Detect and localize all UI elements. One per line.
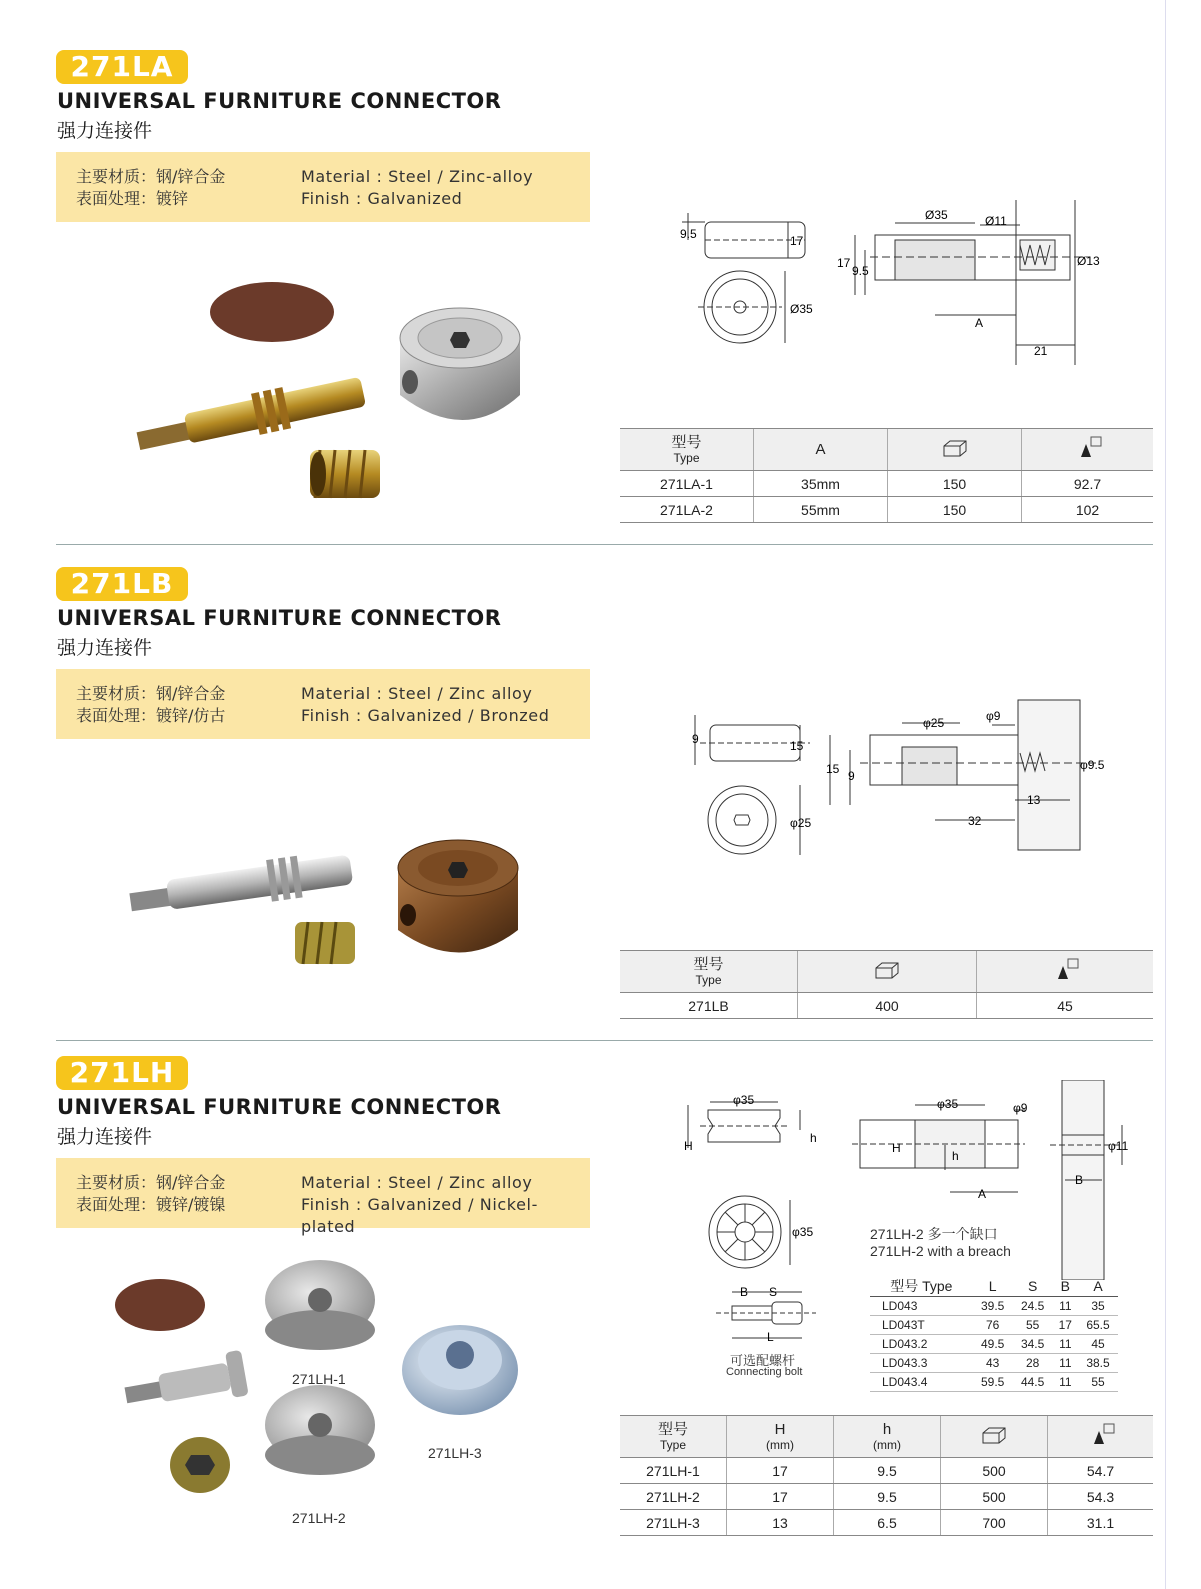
product-label: 271LH-3 (428, 1445, 482, 1461)
type-header-cn: 型号 (657, 1420, 688, 1438)
section-badge-271lh: 271LH (56, 1056, 188, 1090)
breach-note-cn: 271LH-2 多一个缺口 (870, 1226, 998, 1242)
spec-table-271la (620, 428, 1153, 523)
type-header-en: Type (659, 1437, 686, 1452)
insert-nut (310, 450, 380, 498)
dim-label: Ø35 (790, 302, 813, 316)
bolt (134, 371, 368, 460)
dim-label: 15 (826, 762, 840, 776)
type-header-cn: 型号 (693, 955, 724, 973)
material-en: Material : Steel / Zinc alloy (301, 1173, 533, 1192)
dim-label: φ11 (1108, 1139, 1129, 1153)
spec-table-271lh (620, 1415, 1153, 1536)
section-title-cn: 强力连接件 (57, 120, 153, 142)
dim-label: φ9 (1013, 1101, 1028, 1115)
cam-housing-271lh-2 (265, 1385, 375, 1475)
dim-label: φ35 (792, 1225, 814, 1239)
table-row: 271LA-2 55mm 150 102 (620, 497, 1153, 523)
connecting-bolt-diagram (712, 1282, 822, 1342)
bolt-size-table (870, 1276, 1118, 1392)
page-edge (1165, 0, 1166, 1589)
dim-label: 17 (790, 234, 804, 248)
dim-label: φ35 (733, 1093, 755, 1107)
dim-label: L (767, 1330, 774, 1342)
product-label: 271LH-2 (292, 1510, 346, 1526)
h-small-header: h (882, 1420, 892, 1438)
product-photo-271lb (120, 830, 540, 980)
spec-box (56, 1158, 590, 1236)
cam-housing-271lh-3 (402, 1325, 518, 1415)
dim-label: φ9 (986, 709, 1001, 723)
ld-header: B (1053, 1276, 1078, 1297)
cover-cap (115, 1279, 205, 1331)
product-label: 271LH-1 (292, 1371, 346, 1387)
cam-housing (398, 840, 518, 953)
ld-header: A (1078, 1276, 1118, 1297)
weight-icon (1086, 1422, 1116, 1448)
table-row: LD043.4 59.5 44.5 11 55 (870, 1373, 1118, 1392)
table-row: 271LB 400 45 (620, 993, 1153, 1019)
dim-label: A (975, 316, 984, 330)
bolt-label-cn: 可选配螺杆 (730, 1353, 796, 1368)
dim-label: Ø11 (985, 214, 1007, 228)
dim-label: 21 (1034, 344, 1048, 358)
dim-label: h (952, 1149, 959, 1163)
dim-label: φ9.5 (1080, 758, 1105, 772)
insert-nut (170, 1437, 230, 1493)
dim-label: H (892, 1141, 901, 1155)
h-header: H (774, 1420, 786, 1438)
bolt-label-en: Connecting bolt (726, 1366, 803, 1378)
dim-label: 32 (968, 814, 982, 828)
dim-label: B (1075, 1173, 1084, 1187)
finish-en: Finish : Galvanized / Nickel-plated (301, 1195, 538, 1236)
dim-label: A (978, 1187, 987, 1201)
type-header-en: Type (695, 972, 722, 987)
cover-cap (210, 282, 334, 342)
ld-header: S (1013, 1276, 1053, 1297)
type-header-cn: 型号 (671, 433, 702, 451)
dim-label: φ35 (937, 1097, 959, 1111)
section-title-en: UNIVERSAL FURNITURE CONNECTOR (57, 1095, 502, 1119)
dim-label: 9 (692, 732, 699, 746)
box-icon (979, 1425, 1009, 1445)
type-header-en: Type (673, 450, 700, 465)
section-title-cn: 强力连接件 (57, 1126, 153, 1148)
dim-label: Ø13 (1077, 254, 1100, 268)
cam-housing (400, 308, 520, 420)
section-title-cn: 强力连接件 (57, 637, 153, 659)
dim-label: B (740, 1285, 749, 1299)
weight-icon (1050, 957, 1080, 983)
product-photo-271la (110, 270, 570, 510)
dim-label: 9.5 (852, 264, 869, 278)
dim-label: S (769, 1285, 778, 1299)
table-row: 271LH-3 13 6.5 700 31.1 (620, 1510, 1153, 1536)
spec-box (56, 152, 590, 222)
dim-label: φ25 (923, 716, 945, 730)
diagram-271la (670, 195, 1110, 365)
box-icon (940, 438, 970, 458)
finish-en: Finish : Galvanized / Bronzed (301, 706, 550, 725)
table-row: 271LA-1 35mm 150 92.7 (620, 471, 1153, 497)
table-row: LD043T 76 55 17 65.5 (870, 1316, 1118, 1335)
a-header: A (815, 441, 826, 458)
ld-header: 型号 Type (870, 1276, 973, 1297)
table-row: 271LH-1 17 9.5 500 54.7 (620, 1458, 1153, 1484)
box-icon (872, 960, 902, 980)
finish-cn: 表面处理：镀锌/镀镍 (76, 1195, 226, 1214)
weight-icon (1073, 435, 1103, 461)
diagram-271lb (670, 695, 1120, 865)
table-row: LD043.2 49.5 34.5 11 45 (870, 1335, 1118, 1354)
material-cn: 主要材质：钢/锌合金 (76, 684, 226, 703)
dim-label: 15 (790, 739, 804, 753)
material-en: Material : Steel / Zinc alloy (301, 684, 533, 703)
dim-label: Ø35 (925, 208, 948, 222)
bolt (122, 1350, 249, 1416)
section-divider (56, 544, 1153, 545)
finish-en: Finish : Galvanized (301, 189, 463, 208)
material-cn: 主要材质：钢/锌合金 (76, 167, 226, 186)
section-badge-271lb: 271LB (56, 567, 188, 601)
finish-cn: 表面处理：镀锌 (76, 189, 189, 208)
ld-header: L (973, 1276, 1013, 1297)
dim-label: 17 (837, 256, 851, 270)
section-title-en: UNIVERSAL FURNITURE CONNECTOR (57, 606, 502, 630)
section-title-en: UNIVERSAL FURNITURE CONNECTOR (57, 89, 502, 113)
section-badge-271la: 271LA (56, 50, 188, 84)
dim-label: φ25 (790, 816, 812, 830)
dim-label: 9 (848, 769, 855, 783)
material-en: Material : Steel / Zinc-alloy (301, 167, 534, 186)
finish-cn: 表面处理：镀锌/仿古 (76, 706, 226, 725)
dim-label: H (684, 1139, 693, 1153)
spec-table-271lb (620, 950, 1153, 1019)
table-row: LD043 39.5 24.5 11 35 (870, 1297, 1118, 1316)
dim-label: h (810, 1131, 817, 1145)
spec-box (56, 669, 590, 739)
dim-label: 9.5 (680, 227, 697, 241)
material-cn: 主要材质：钢/锌合金 (76, 1173, 226, 1192)
cam-housing-271lh-1 (265, 1260, 375, 1350)
insert-nut (295, 922, 355, 964)
h-unit: (mm) (766, 1437, 794, 1452)
dim-label: 13 (1027, 793, 1041, 807)
section-divider (56, 1040, 1153, 1041)
bolt (127, 849, 354, 922)
h-small-unit: (mm) (873, 1437, 901, 1452)
breach-note-en: 271LH-2 with a breach (870, 1243, 1011, 1259)
table-row: 271LH-2 17 9.5 500 54.3 (620, 1484, 1153, 1510)
table-row: LD043.3 43 28 11 38.5 (870, 1354, 1118, 1373)
